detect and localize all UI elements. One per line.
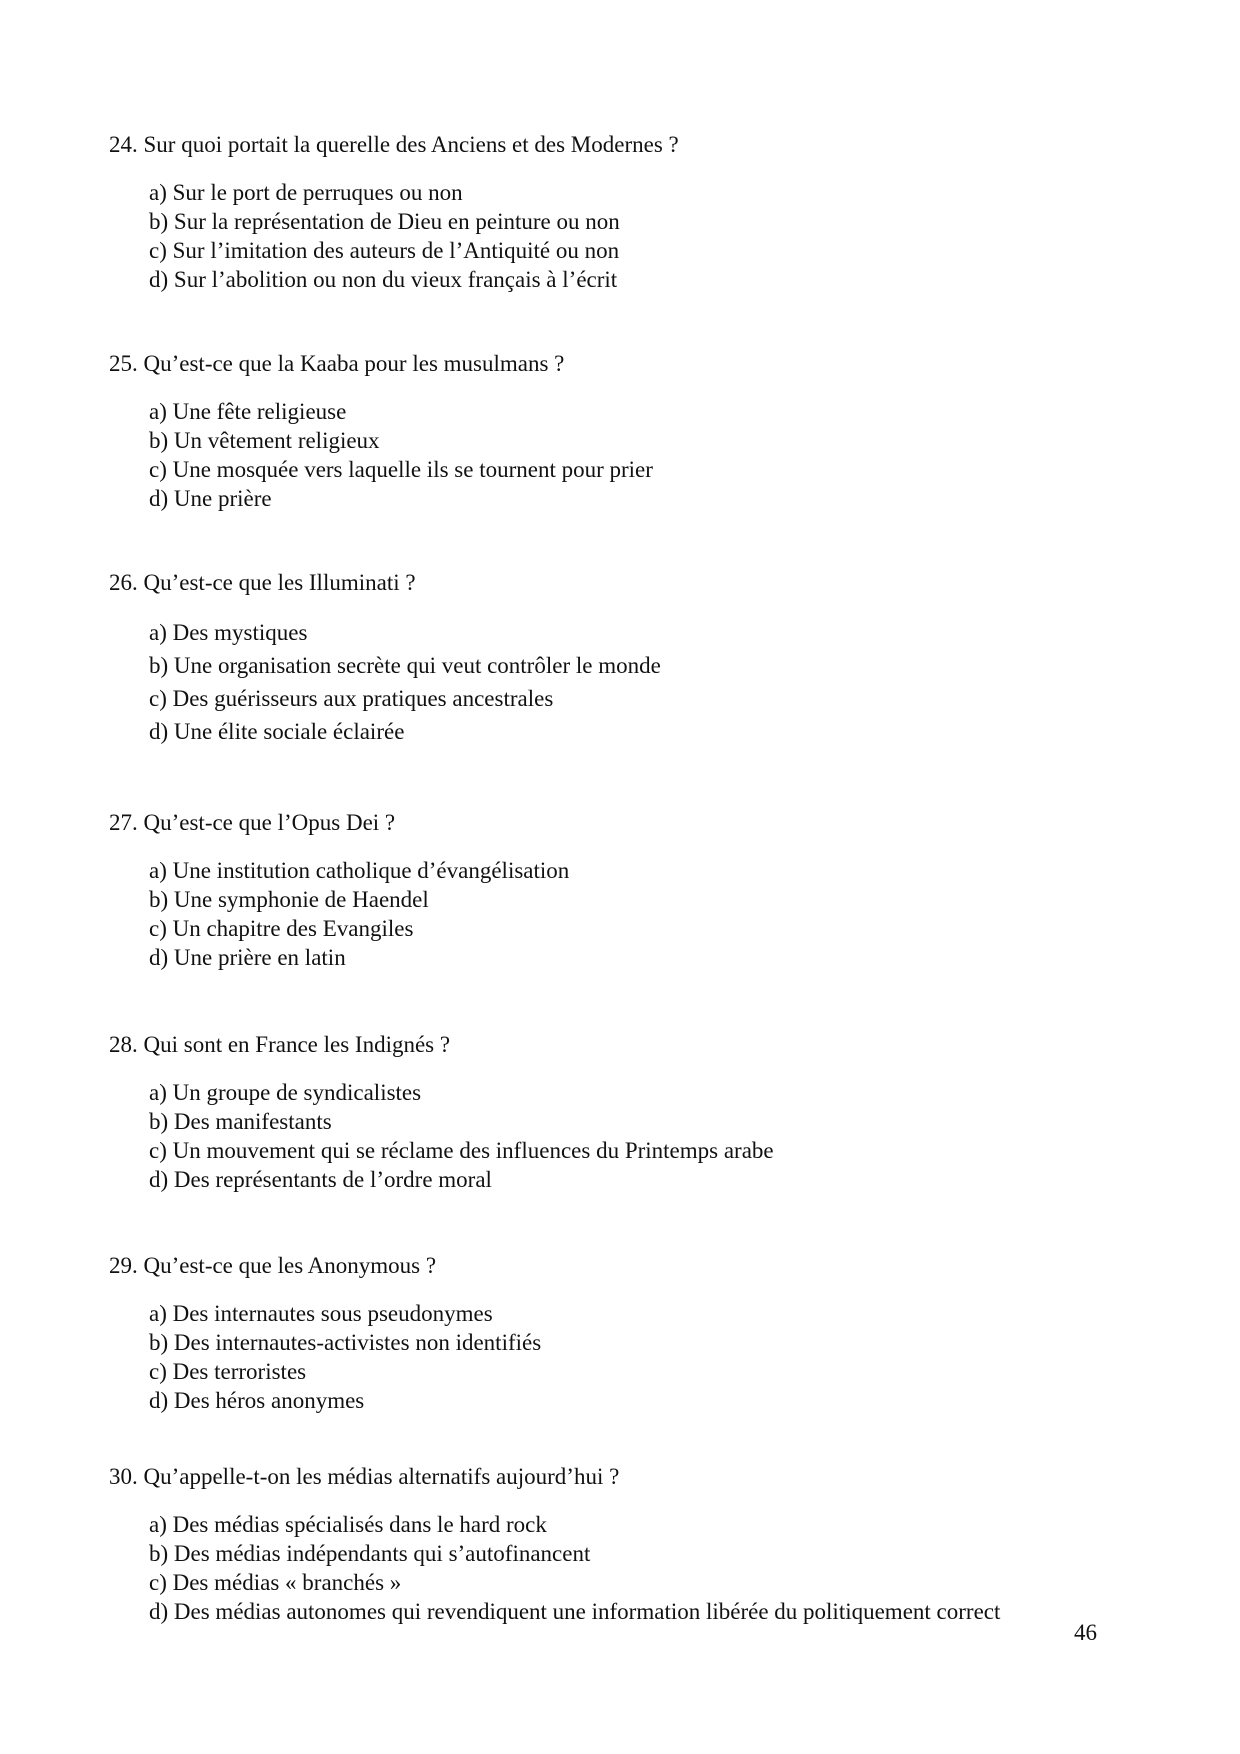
answer-option-a: a) Des mystiques	[149, 620, 308, 645]
question-28	[109, 1030, 1109, 1194]
answer-options	[109, 397, 1109, 513]
answer-option-b: b) Sur la représentation de Dieu en peinture ou non	[149, 209, 620, 234]
answer-option-c: c) Un chapitre des Evangiles	[149, 916, 414, 941]
answer-option-a: a) Des internautes sous pseudonymes	[149, 1301, 493, 1326]
answer-option-c: c) Des médias « branchés »	[149, 1570, 402, 1595]
question-title: 26. Qu’est-ce que les Illuminati ?	[109, 570, 416, 595]
question-title: 30. Qu’appelle-t-on les médias alternatifs aujourd’hui ?	[109, 1464, 620, 1489]
answer-option-d: d) Une élite sociale éclairée	[149, 719, 405, 744]
answer-options	[109, 1299, 1109, 1415]
answer-option-b: b) Des internautes-activistes non identifiés	[149, 1330, 542, 1355]
answer-option-a: a) Une fête religieuse	[149, 399, 347, 424]
question-title: 29. Qu’est-ce que les Anonymous ?	[109, 1253, 437, 1278]
answer-option-b: b) Une organisation secrète qui veut contrôler le monde	[149, 653, 661, 678]
answer-option-b: b) Une symphonie de Haendel	[149, 887, 429, 912]
answer-option-c: c) Une mosquée vers laquelle ils se tournent pour prier	[149, 457, 653, 482]
question-27	[109, 808, 1109, 972]
answer-option-b: b) Des manifestants	[149, 1109, 332, 1134]
answer-option-a: a) Une institution catholique d’évangélisation	[149, 858, 570, 883]
answer-option-c: c) Un mouvement qui se réclame des influences du Printemps arabe	[149, 1138, 774, 1163]
question-title: 27. Qu’est-ce que l’Opus Dei ?	[109, 810, 396, 835]
answer-option-d: d) Une prière	[149, 486, 272, 511]
answer-option-d: d) Des médias autonomes qui revendiquent une information libérée du politiquement correct	[149, 1599, 1001, 1624]
question-26	[109, 568, 1109, 748]
question-title: 24. Sur quoi portait la querelle des Anciens et des Modernes ?	[109, 132, 679, 157]
answer-options	[109, 856, 1109, 972]
answer-options	[109, 616, 1109, 748]
answer-option-c: c) Des terroristes	[149, 1359, 307, 1384]
answer-option-b: b) Des médias indépendants qui s’autofinancent	[149, 1541, 591, 1566]
answer-option-a: a) Un groupe de syndicalistes	[149, 1080, 422, 1105]
answer-option-d: d) Une prière en latin	[149, 945, 346, 970]
answer-option-c: c) Sur l’imitation des auteurs de l’Antiquité ou non	[149, 238, 620, 263]
answer-option-d: d) Des héros anonymes	[149, 1388, 365, 1413]
answer-option-b: b) Un vêtement religieux	[149, 428, 380, 453]
answer-option-d: d) Sur l’abolition ou non du vieux français à l’écrit	[149, 267, 618, 292]
answer-options	[109, 178, 1109, 294]
question-24	[109, 130, 1109, 294]
page-number: 46	[1074, 1620, 1097, 1645]
answer-options	[109, 1078, 1109, 1194]
question-title: 25. Qu’est-ce que la Kaaba pour les musulmans ?	[109, 351, 565, 376]
question-30	[109, 1462, 1109, 1626]
answer-option-a: a) Des médias spécialisés dans le hard rock	[149, 1512, 547, 1537]
question-29	[109, 1251, 1109, 1415]
answer-options	[109, 1510, 1109, 1626]
answer-option-c: c) Des guérisseurs aux pratiques ancestrales	[149, 686, 554, 711]
question-25	[109, 349, 1109, 513]
question-title: 28. Qui sont en France les Indignés ?	[109, 1032, 451, 1057]
answer-option-d: d) Des représentants de l’ordre moral	[149, 1167, 492, 1192]
answer-option-a: a) Sur le port de perruques ou non	[149, 180, 463, 205]
